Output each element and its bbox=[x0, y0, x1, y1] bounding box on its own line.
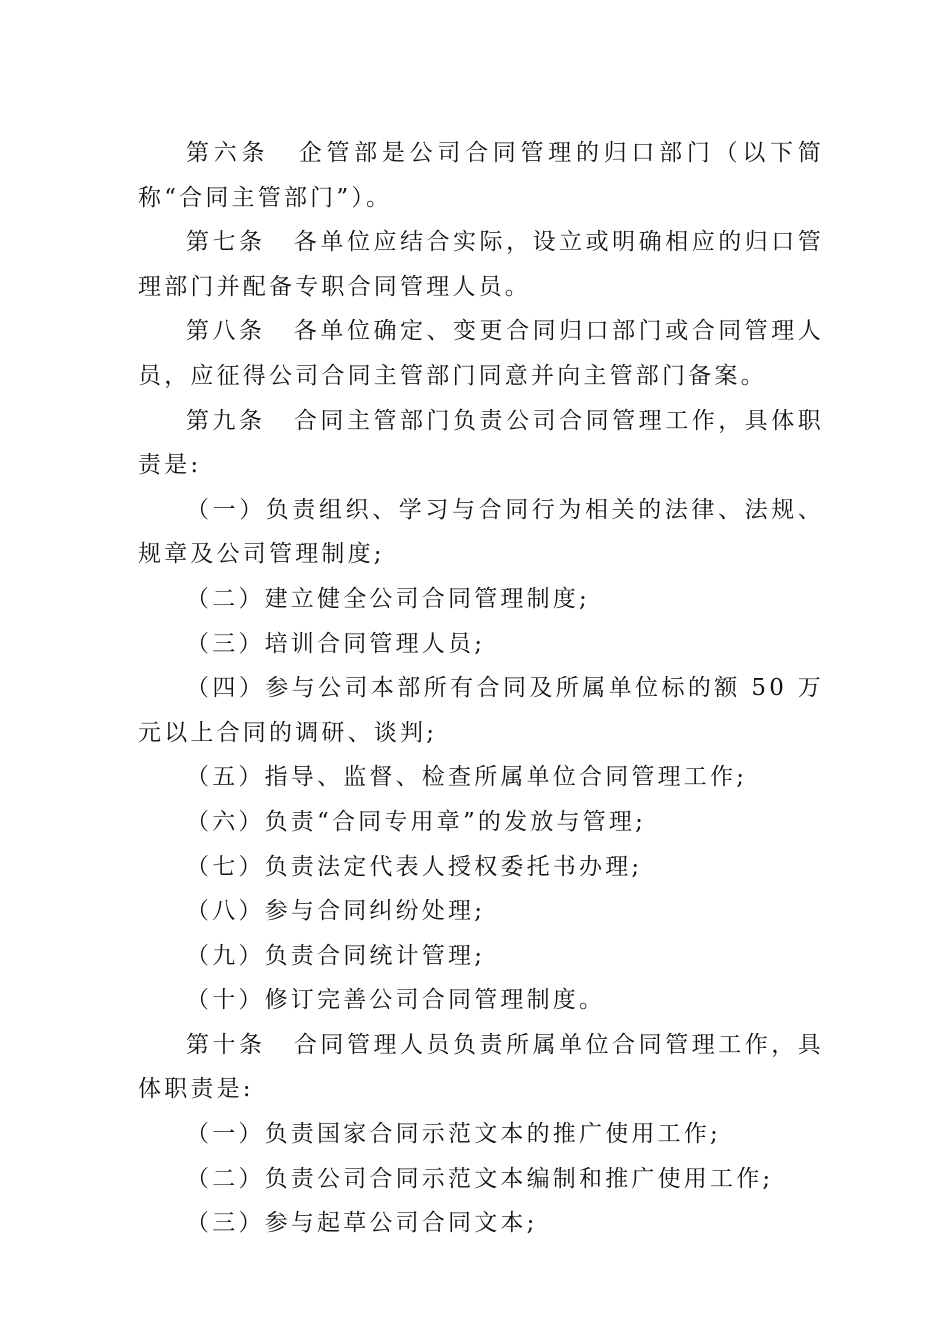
list-item: （六）负责“合同专用章”的发放与管理; bbox=[186, 808, 647, 835]
list-item: （五）指导、监督、检查所属单位合同管理工作; bbox=[186, 764, 748, 791]
article-9 bbox=[138, 399, 824, 488]
list-item: （三）参与起草公司合同文本; bbox=[186, 1210, 538, 1237]
article-text: 合同主管部门负责公司合同管理工作，具体职责是: bbox=[138, 407, 825, 479]
document-body bbox=[138, 131, 824, 1246]
article-text: 各单位应结合实际，设立或明确相应的归口管理部门并配备专职合同管理人员。 bbox=[138, 229, 825, 300]
article-text: 企管部是公司合同管理的归口部门（以下简称“合同主管部门”）。 bbox=[138, 140, 824, 211]
article-6 bbox=[138, 131, 824, 220]
article-heading: 第十条 bbox=[186, 1031, 266, 1058]
article-heading: 第六条 bbox=[186, 140, 270, 166]
article-text: 各单位确定、变更合同归口部门或合同管理人员，应征得公司合同主管部门同意并向主管部门备案。 bbox=[138, 318, 825, 389]
list-item: （七）负责法定代表人授权委托书办理; bbox=[186, 853, 643, 880]
article-text: 合同管理人员负责所属单位合同管理工作，具体职责是: bbox=[138, 1031, 825, 1103]
article-8 bbox=[138, 309, 824, 398]
article-heading: 第七条 bbox=[186, 229, 266, 256]
article-10 bbox=[138, 1023, 824, 1112]
list-item: （一）负责国家合同示范文本的推广使用工作; bbox=[186, 1121, 721, 1148]
list-item: （四）参与公司本部所有合同及所属单位标的额 50 万元以上合同的调研、谈判; bbox=[138, 675, 824, 746]
article-heading: 第八条 bbox=[186, 318, 266, 345]
list-item: （九）负责合同统计管理; bbox=[186, 942, 486, 969]
list-item: （一）负责组织、学习与合同行为相关的法律、法规、规章及公司管理制度; bbox=[138, 496, 824, 568]
article-heading: 第九条 bbox=[186, 407, 266, 434]
list-item: （八）参与合同纠纷处理; bbox=[186, 898, 486, 925]
list-item: （三）培训合同管理人员; bbox=[186, 630, 486, 657]
list-item: （二）负责公司合同示范文本编制和推广使用工作; bbox=[186, 1165, 774, 1192]
list-item: （二）建立健全公司合同管理制度; bbox=[186, 585, 590, 612]
article-7 bbox=[138, 220, 824, 309]
list-item: （十）修订完善公司合同管理制度。 bbox=[186, 987, 606, 1014]
